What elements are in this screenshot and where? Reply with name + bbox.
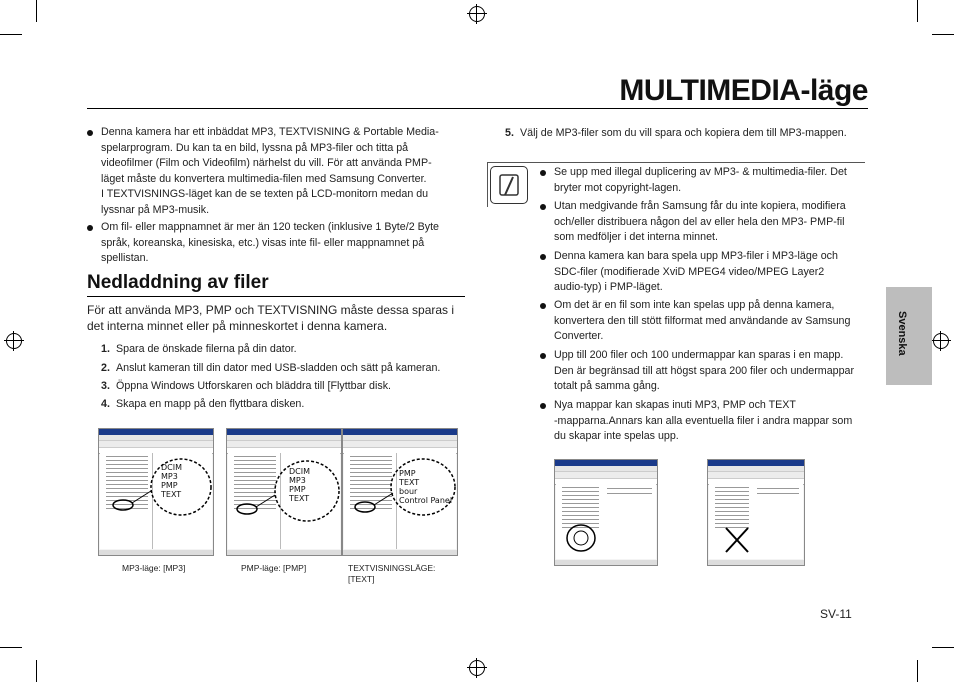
folder-list: PMP TEXT bour Control Panel <box>399 469 453 505</box>
explorer-screenshot-invalid <box>707 459 805 566</box>
language-tab: Svenska <box>886 287 932 385</box>
highlight-ellipse <box>99 429 213 555</box>
crop-mark <box>0 34 22 35</box>
explorer-screenshot-text <box>342 428 458 556</box>
folder-list: DCIM MP3 PMP TEXT <box>161 463 183 499</box>
registration-mark-icon <box>6 333 22 349</box>
note-icon <box>490 166 528 204</box>
section-divider <box>87 296 465 297</box>
screenshot-caption: PMP-läge: [PMP] <box>241 563 307 573</box>
note-rule <box>487 162 488 207</box>
section-title: Nedladdning av filer <box>87 272 269 293</box>
crop-mark <box>932 647 954 648</box>
step-item: 4. Skapa en mapp på den flyttbara disken. <box>101 398 305 410</box>
crop-mark <box>0 647 22 648</box>
explorer-screenshot-mp3 <box>98 428 214 556</box>
registration-mark-icon <box>469 660 485 676</box>
crop-mark <box>36 0 37 22</box>
step-item: 2. Anslut kameran till din dator med USB-sladden och sätt på kameran. <box>101 362 441 374</box>
crop-mark <box>917 0 918 22</box>
screenshot-caption: MP3-läge: [MP3] <box>122 563 186 573</box>
explorer-screenshot-pmp <box>226 428 342 556</box>
registration-mark-icon <box>933 333 949 349</box>
bullet-icon <box>87 225 93 231</box>
crop-mark <box>36 660 37 682</box>
cross-mark-icon <box>708 460 804 565</box>
page-number: SV-11 <box>820 607 852 621</box>
highlight-ellipse <box>227 429 341 555</box>
bullet-icon <box>87 130 93 136</box>
crop-mark <box>917 660 918 682</box>
title-divider <box>87 108 868 109</box>
note-rule <box>487 162 865 163</box>
screenshot-caption: TEXTVISNINGSLÄGE: [TEXT] <box>348 563 436 584</box>
step-item: 5. Välj de MP3-filer som du vill spara och kopiera dem till MP3-mappen. <box>505 127 847 139</box>
step-item: 3. Öppna Windows Utforskaren och bläddra till [Flyttbar disk. <box>101 380 392 392</box>
step-item: 1. Spara de önskade filerna på din dator. <box>101 343 297 355</box>
highlight-ellipse <box>555 460 657 565</box>
section-intro: För att använda MP3, PMP och TEXTVISNING måste dessa sparas i det interna minnet eller på minneskortet i denna kamera. <box>87 303 455 333</box>
crop-mark <box>932 34 954 35</box>
folder-list: DCIM MP3 PMP TEXT <box>289 467 311 503</box>
registration-mark-icon <box>469 6 485 22</box>
page-title: MULTIMEDIA-läge <box>619 74 868 107</box>
explorer-screenshot-valid <box>554 459 658 566</box>
